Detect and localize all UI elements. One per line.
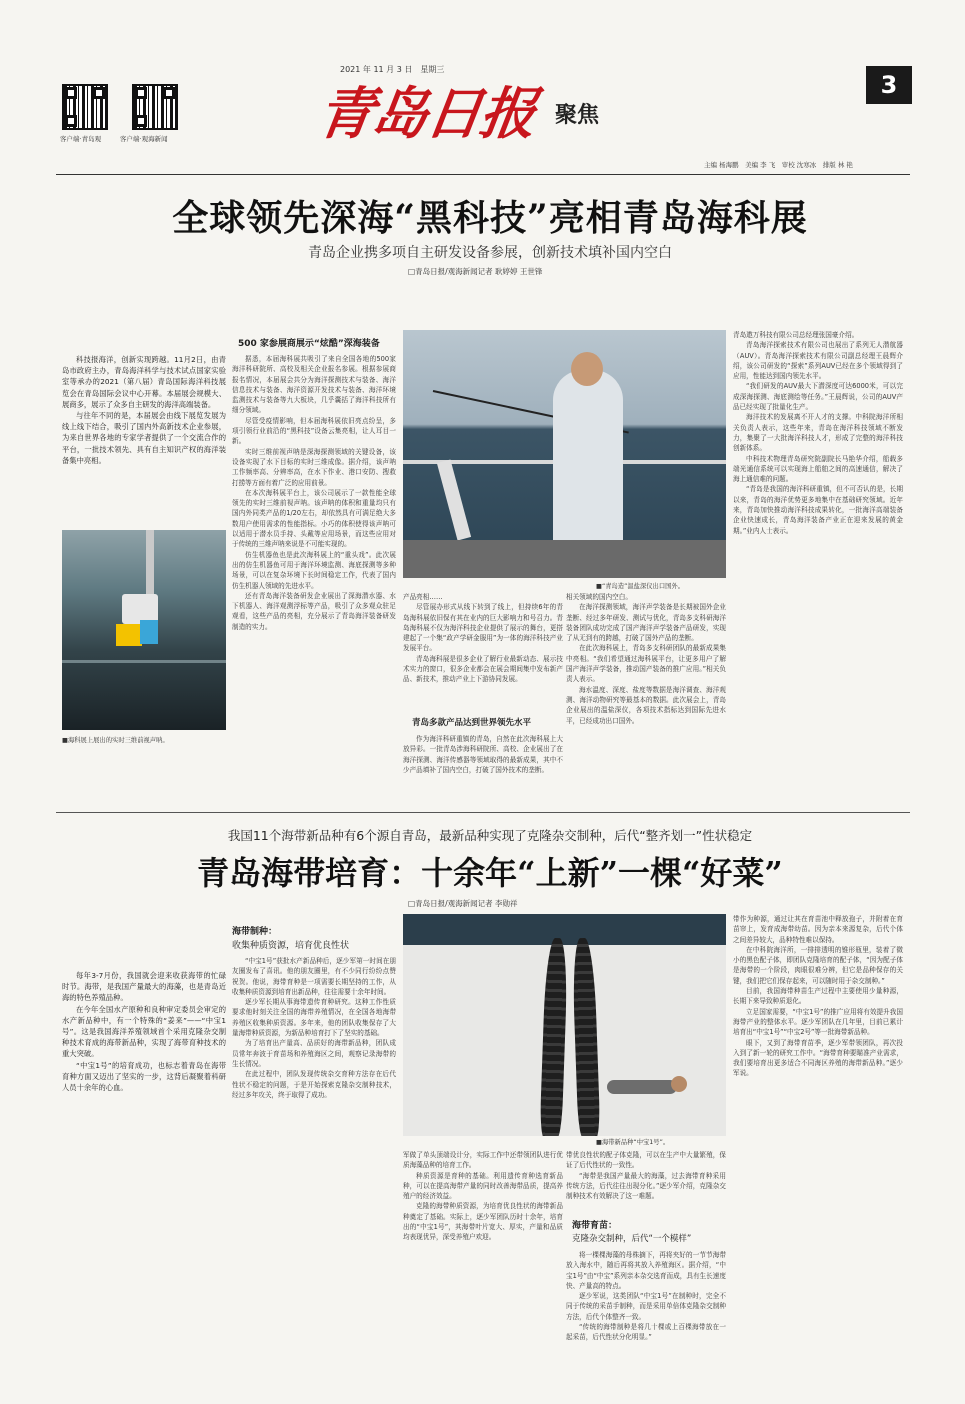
body-paragraph: 海洋技术的发展离不开人才的支撑。中科院海洋所相关负责人表示，这些年来，青岛在海洋科技领域不断发力，集聚了一大批海洋科技人才，形成了完整的海洋科技创新体系。 [733,413,903,453]
article1-byline: □青岛日报/观海新闻记者 耿婷婷 王世锋 [408,267,543,276]
person-lying [607,1080,677,1094]
kelp-blade-right [572,938,601,1136]
researcher-figure [553,370,623,560]
body-paragraph: 尽管展办形式从线下转到了线上，但持续6年的青岛海科展依旧保有其在业内的巨大影响力和号召力。青岛海科展不仅为海洋科技企业提供了展示的舞台，更搭建起了一个集“政产学研金服用”为一体的海洋科技产业发展平台。 [403,603,563,653]
body-paragraph: 将一棵棵海藻的母株摘下，再将夹好的一节节海带放入海水中，随后再将其放入养殖海区。据介绍，“中宝1号”由“中宝”系列亲本杂交选育而成，具有生长速度快、产量高的特点。 [566,1251,726,1290]
body-paragraph: 种质资源是育种的基础。利用遗传育种选育新品种，可以在提高海带产量的同时改善海带品质，提高养殖户的经济效益。 [403,1171,563,1201]
body-paragraph: 在此过程中，团队发现传统杂交育种方法存在后代性状不稳定的问题，于是开始探索克隆杂交制种技术，经过多年攻关，终于取得了成功。 [232,1070,396,1099]
body-paragraph: 青岛海洋探索技术有限公司也展出了系列无人潜航器（AUV）。青岛海洋探索技术有限公司副总经理王晨辉介绍，该公司研发的“探索”系列AUV已经在多个领域得到了应用，性能达到国内领先水平。 [733,341,903,381]
intro-paragraph: 科技报海洋，创新实现跨越。11月2日，由青岛市政府主办，青岛海洋科学与技术试点国家实验室等承办的2021（第八届）青岛国际海洋科技展览会在青岛国际会议中心开幕。本届展会规模大、展商多，展示了众多自主研发的海洋高端装备。 [62,355,226,409]
article1-intro [62,354,226,466]
ctd-photo-caption: ■“青岛造”温盐深仪出口国外。 [596,583,685,590]
sonar-blue-part [140,620,158,644]
body-paragraph: 眼下，又到了海带育苗季，逐少军带领团队，再次投入到了新一轮的研究工作中。“海带育种要瞄准产业需求，我们要培育出更多适合不同海区养殖的海带新品种。”逐少军说。 [733,1038,903,1078]
staff-line: 主编 杨海鹏 美编 李 飞 审校 沈寒冰 排版 林 艳 [704,161,853,169]
body-paragraph: 在本次海科展平台上，该公司展示了一款性能全球领先的实时三维前视声呐。该声呐的体积和重量均只有国内外同类产品的1/20左右，却依然具有可满足绝大多数用户使用需求的性能指标。小巧的体积使得该声呐可以适用于潜水员手持、头戴等应用场景，而这些应用对于传统的三维声呐来说是不可能实现的。 [232,488,396,549]
body-paragraph: 逐少军说，这类团队“中宝1号”在制种时，完全不同于传统的采苗手制种，而是采用单倍体克隆杂交制种方法，后代个体整齐一致。 [566,1292,726,1321]
article1-subheadline: 青岛企业携多项自主研发设备参展，创新技术填补国内空白 [308,245,672,261]
body-paragraph: 尽管受疫情影响，但本届海科展依旧亮点纷呈，多项引领行业前沿的“黑科技”设备云集亮相，让人耳目一新。 [232,416,396,446]
body-paragraph: 仿生机器鱼也是此次海科展上的“重头戏”。此次展出的仿生机器鱼可用于海洋环境监测、海底探测等多种场景，可以在复杂环境下长时间稳定工作，代表了国内仿生机器人领域的先进水平。 [232,550,396,590]
masthead [0,0,965,180]
body-paragraph: “中宝1号”获批水产新品种后，逐少军第一时间在朋友圈发布了喜讯。他的朋友圈里，有不少同行纷纷点赞祝贺。他说，海带育种是一项需要长期坚持的工作，从收集种质资源到培育出新品种，往往需要十余年时间。 [232,957,396,996]
article2-intro [62,970,226,1093]
article1-col3 [403,592,563,685]
body-paragraph: “传统的海带制种是将几十棵或上百棵海带放在一起采苗，后代性状分化明显。” [566,1323,726,1342]
ctd-photo [403,330,726,578]
body-paragraph: 在海洋探测领域，海洋声学装备是长期被国外企业垄断、经过多年研发、测试与优化，青岛多支科研海洋装备团队成功完成了国产海洋声学装备产品研发，实现了从无到有的跨越，打破了国外产品的垄断。 [566,603,726,643]
article1-headline: 全球领先深海“黑科技”亮相青岛海科展 [172,197,808,239]
instrument [437,460,471,541]
intro-paragraph: 每年3-7月份，我国就会迎来收获海带的忙碌时节。海带，是我国产量最大的海藻，也是青岛近海的特色养殖品种。 [62,971,226,1003]
page-number-box [866,66,912,104]
article2-col2 [232,956,396,1100]
deck [403,540,726,578]
page-number: 3 [880,71,898,99]
article2-subhead-seed-detail: 收集种质资源，培育优良性状 [232,941,350,951]
article2-subhead-seedling: 海带育苗： [572,1221,618,1231]
section-title: 聚焦 [555,102,600,128]
body-paragraph: 青岛海科展是很多企业了解行业最新动态、展示技术实力的窗口，很多企业都会在展会期间集中发布新产品、新技术，推动产业上下游协同发展。 [403,654,563,684]
article1-col2 [232,354,396,632]
kelp-photo-caption: ■海带新品种“中宝1号”。 [596,1139,670,1146]
body-paragraph: 实时三维前视声呐是深海探测领域的关键设备，该设备实现了水下目标的实时三维成像。据介绍，该声呐工作频率高、分辨率高，在水下作业、港口安防、搜救打捞等方面有着广泛的应用前景。 [232,447,396,487]
intro-paragraph: “中宝1号”的培育成功，也标志着青岛在海带育种方面又迈出了坚实的一步，这背后凝聚着科研人员十余年的心血。 [62,1060,226,1093]
body-paragraph: 中科技术物理青岛研究院副院长马艳华介绍，船载多端光通信系统可以实现海上船舶之间的高速通信，解决了海上通信难的问题。 [733,454,903,484]
intro-paragraph: 与往年不同的是，本届展会由线下展览发展为线上线下结合，吸引了国内外高新技术企业参展，为来自世界各地的专家学者提供了一个交流合作的平台，一批技术领先、具有自主知识产权的海洋装备集中亮相。 [62,411,226,465]
article2-col3 [403,1150,563,1243]
article1-subhead-world-leading: 青岛多款产品达到世界领先水平 [412,718,532,728]
researcher-head [571,352,603,386]
sonar-photo [62,530,226,730]
person-head [671,1076,687,1092]
sonar-photo-caption: ■海科展上展出的实时三维前视声呐。 [62,737,169,744]
qr-code-qingdaoguan[interactable] [62,84,108,130]
article2-subhead-seedling-detail: 克隆杂交制种，后代“一个模样” [572,1234,692,1244]
issue-date: 2021 年 11 月 3 日 星期三 [340,65,445,74]
article2-headline: 青岛海带培育：十余年“上新”一棵“好菜” [197,854,783,892]
body-paragraph: 青岛遨万科技有限公司总经理张国豪介绍。 [733,331,859,339]
body-paragraph: “青岛是我国的海洋科研重镇，但不可否认的是，长期以来，青岛的海洋优势更多地集中在基础研究领域。近年来，青岛加快推动海洋科技成果转化，一批海洋高端装备企业快速成长，青岛海洋装备产业正在迎来发展的黄金期。”业内人士表示。 [733,485,903,535]
body-paragraph: 带优良性状的配子体克隆，可以在生产中大量繁殖，保证了后代性状的一致性。 [566,1151,726,1170]
article2-subhead-seed: 海带制种： [232,927,278,937]
body-paragraph: 作为海洋科研重镇的青岛，自然在此次海科展上大放异彩。一批青岛涉海科研院所、高校、企业展出了在海洋探测、海洋传感器等领域取得的最新成果，其中不少产品填补了国内空白，打破了国外技术的垄断。 [403,735,563,774]
kelp-photo [403,914,726,1136]
qr-label-1: 客户端·青岛观 [60,135,102,143]
article2-byline: □青岛日报/观海新闻记者 李勋祥 [408,899,518,908]
kelp-blade-left [540,938,569,1136]
body-paragraph: 立足国家需要，“中宝1号”的推广应用将有效提升我国海带产业的整体水平。逐少军团队在几年里，目前已累计培育出“中宝1号”“中宝2号”等一批海带新品种。 [733,1007,903,1037]
body-paragraph: 还有青岛海洋装备研发企业展出了深海潜水器、水下机器人、海洋观测浮标等产品，吸引了众多观众驻足观看，这些产品的亮相，充分展示了青岛海洋装备研发制造的实力。 [232,591,396,631]
body-paragraph: 目前，我国海带种苗生产过程中主要使用少量种源，长期下来导致种质退化。 [733,987,903,1006]
body-paragraph: 带作为种源，通过让其在育苗池中释放孢子，并附着在育苗帘上，发育成海带幼苗。因为亲本来源复杂，后代个体之间差异较大，品种特性难以保持。 [733,915,903,944]
body-paragraph: “海带是我国产量最大的海藻，过去海带育种采用传统方法，后代往往出现分化。”逐少军介绍，克隆杂交制种技术有效解决了这一难题。 [566,1171,726,1201]
article1-col5 [733,330,903,536]
body-paragraph: 相关领域的国内空白。 [566,593,632,601]
header-rule [56,174,910,175]
article-divider [56,812,910,813]
article1-col4 [566,592,726,726]
body-paragraph: 在中科院海洋所，一排排透明的锥形瓶里，装着了微小的黑色配子体，即团队克隆培育的配子体，“因为配子体是海带的一个阶段，肉眼很难分辨，但它是品种保存的关键，我们把它们保存起来，可以随时用于杂交制种。” [733,945,903,985]
body-paragraph: 为了培育出产量高、品质好的海带新品种，团队成员常年奔波于育苗场和养殖海区之间，观察记录海带的生长情况。 [232,1039,396,1068]
intro-paragraph: 在今年全国水产原种和良种审定委员会审定的水产新品种中，有一个特殊的“姜来”——“中宝1号”。这是我国海洋养殖领域首个采用克隆杂交制种技术育成的海带新品种，实现了海带育种技术的重大突破。 [62,1004,226,1059]
body-paragraph: 克隆的海带种质资源，为培育优良性状的海带新品种奠定了基础。实际上，逐少军团队历时十余年，培育出的“中宝1号”，其海带叶片宽大、厚实，产量和品质均表现优异，深受养殖户欢迎。 [403,1202,563,1242]
body-paragraph: 逐少军长期从事海带遗传育种研究。这种工作性质要求他时刻关注全国的海带养殖情况，在全国各地海带养殖区收集种质资源。多年来，他的团队收集保存了大量海带种质资源，为新品种培育打下了坚实的基础。 [232,998,396,1038]
body-paragraph: 据悉，本届海科展共吸引了来自全国各地的500家海洋科研院所、高校及相关企业报名参展。根据参展商报名情况，本届展会共分为海洋探测技术与装备、海洋信息技术与装备、海洋资源开发技术与装备、海洋环境监测技术与装备等九大板块，几乎囊括了海洋科技所有细分领域。 [232,355,396,415]
water-tank-edge [62,660,226,663]
qr-label-2: 客户端·观海新闻 [120,135,168,143]
body-paragraph: “我们研发的AUV最大下潜深度可达6000米，可以完成深海探测、海底测绘等任务。”王晨辉说，公司的AUV产品已经实现了批量化生产。 [733,382,903,412]
body-paragraph: 海水温度、深度、盐度等数据是海洋调查、海洋观测、海洋动物研究等最基本的数据。此次展会上，青岛企业展出的温盐深仪，各项技术指标达到国际先进水平，已经成功出口国外。 [566,685,726,725]
article2-col5 [733,914,903,1079]
article1-col3b [403,734,563,775]
body-paragraph: 产品亮相…… [403,593,443,601]
sonar-yellow-head [116,624,142,646]
qr-code-guanhai-news[interactable] [132,84,178,130]
body-paragraph: 军做了单头顶端设计分，实际工作中还带领团队进行优质海藻品种的培育工作。 [403,1151,563,1170]
body-paragraph: 在此次海科展上，青岛多支科研团队的最新成果集中亮相。“我们希望通过海科展平台，让更多用户了解国产海洋声学装备，推动国产装备的推广应用。”相关负责人表示。 [566,644,726,684]
article2-col4 [566,1150,726,1201]
article2-deck: 我国11个海带新品种有6个源自青岛，最新品种实现了克隆杂交制种，后代“整齐划一”性状稳定 [227,828,753,843]
article1-subhead-500: 500 家参展商展示“炫酷”深海装备 [238,339,380,349]
article2-col4b [566,1250,726,1343]
sonar-rod [146,530,154,600]
newspaper-logo: 青岛日报 [313,81,539,147]
